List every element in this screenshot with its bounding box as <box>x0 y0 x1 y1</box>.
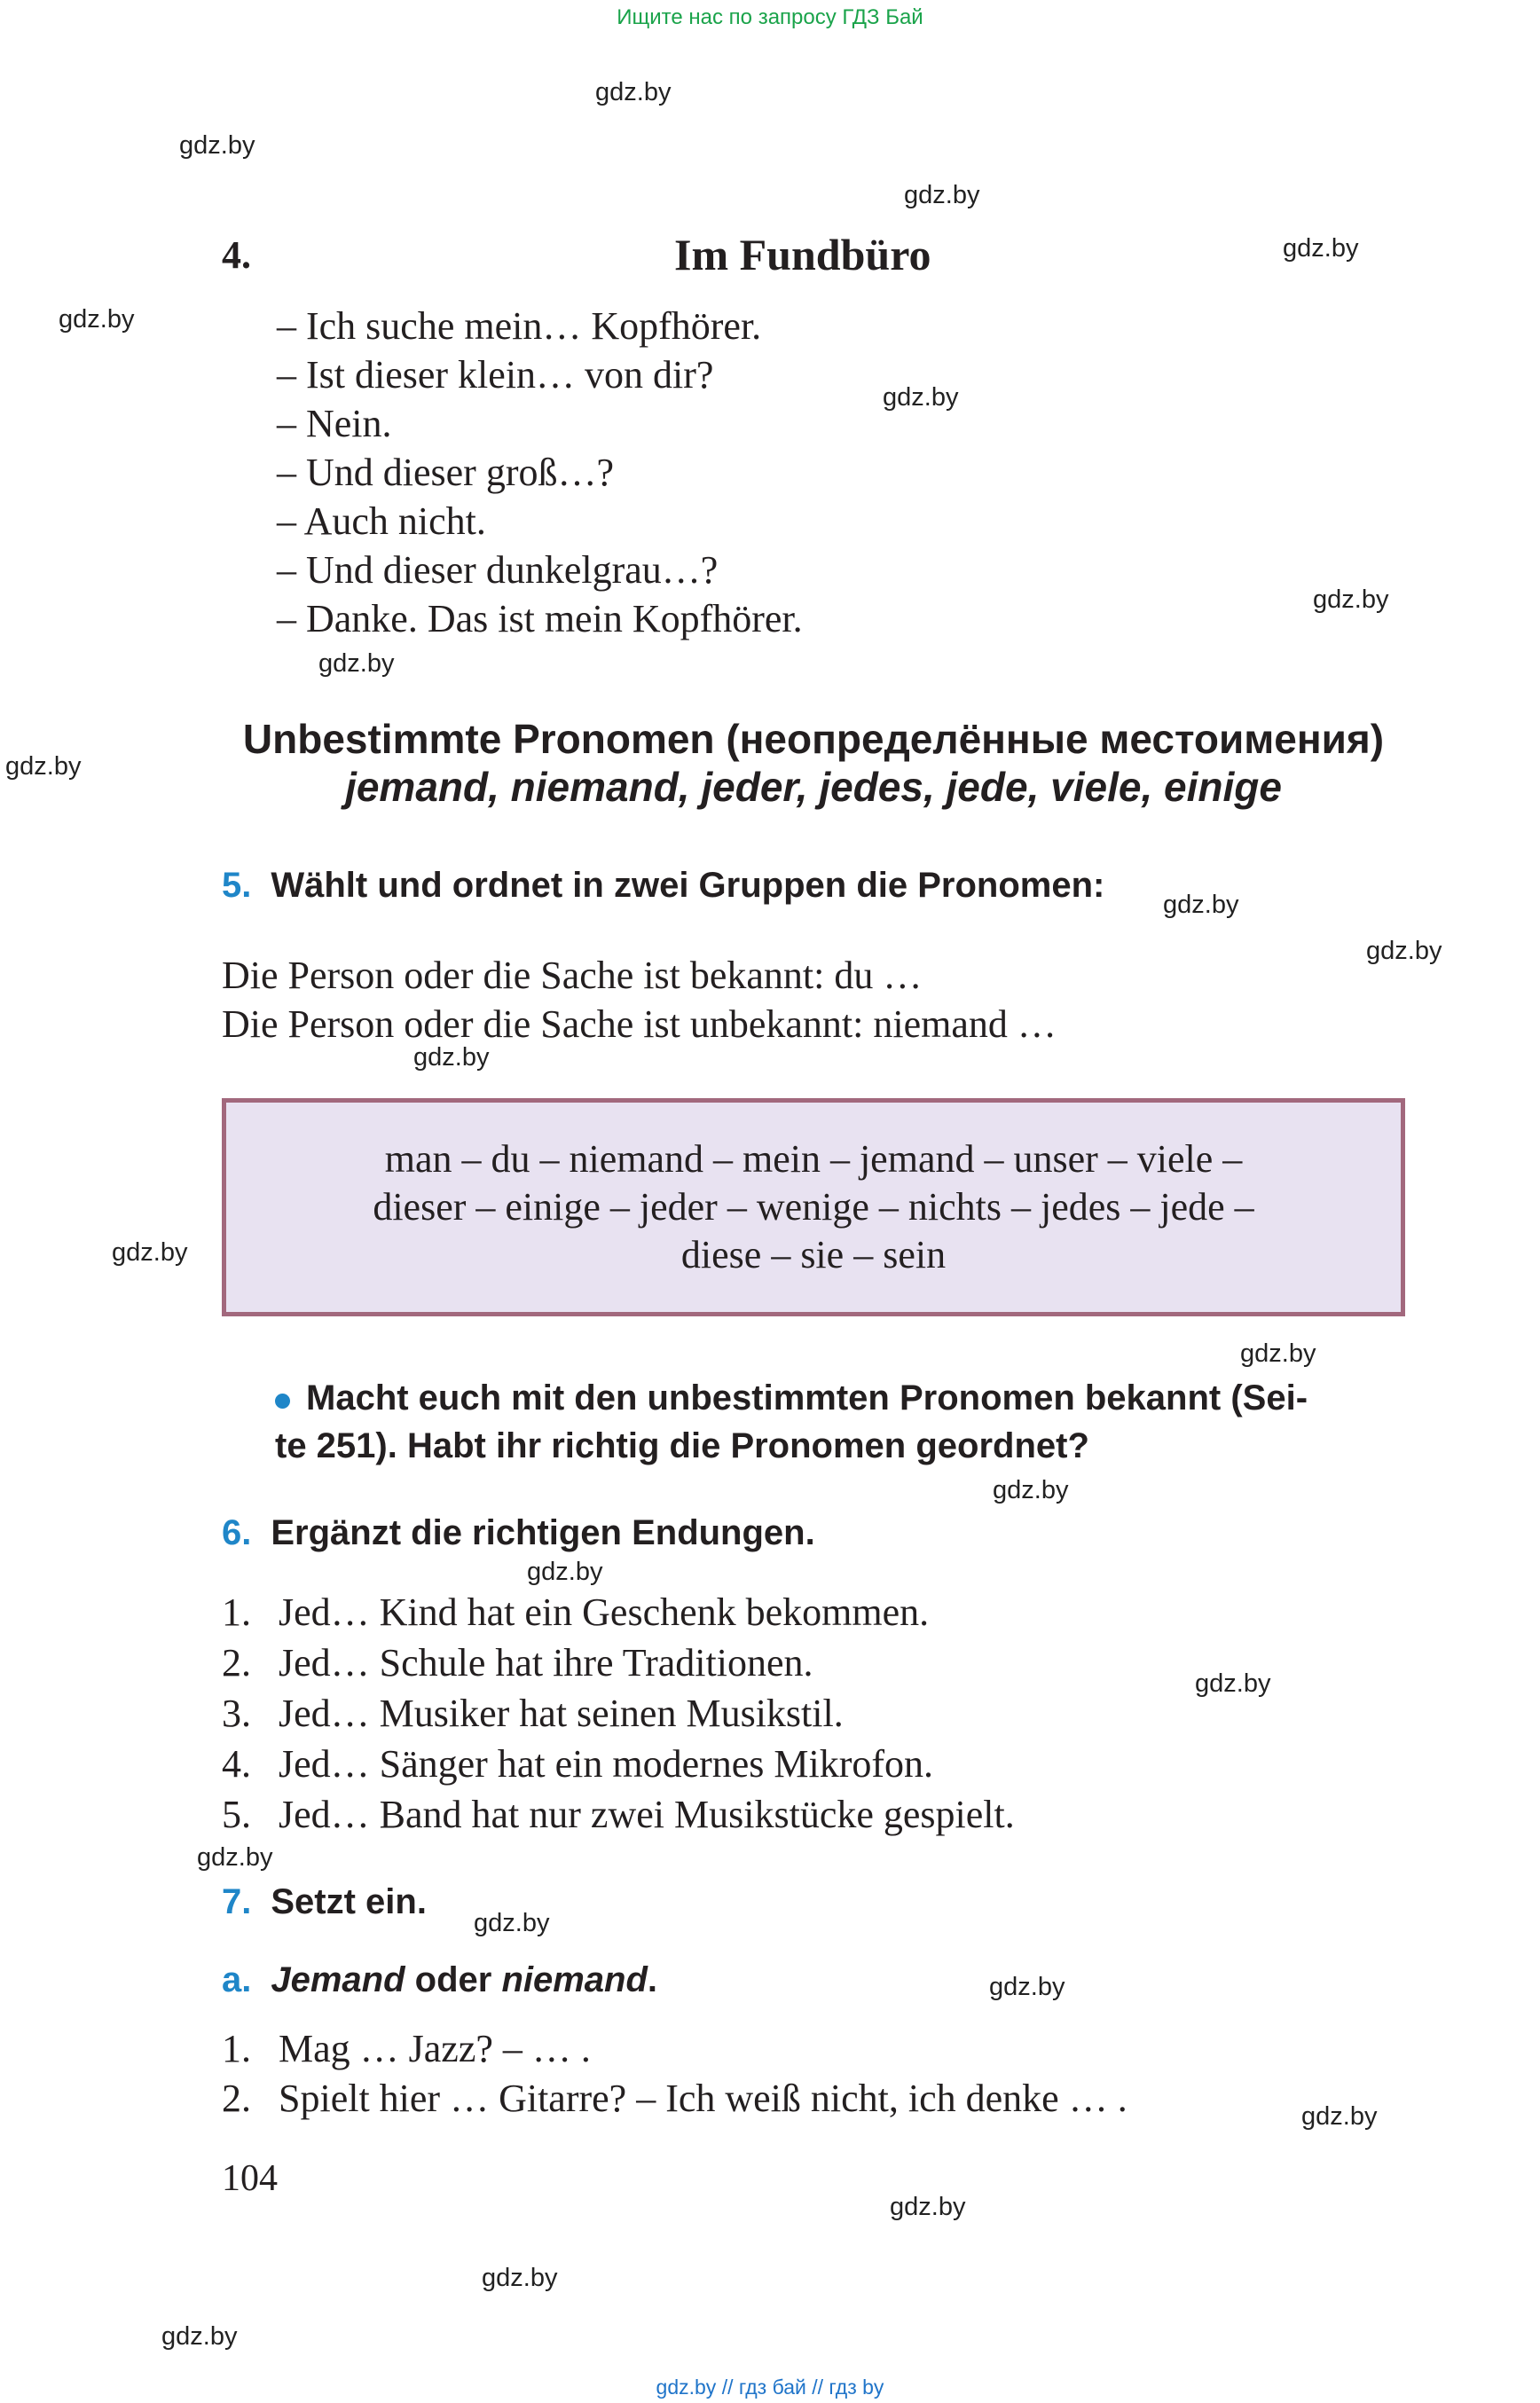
watermark: gdz.by <box>59 305 135 334</box>
watermark: gdz.by <box>1301 2102 1378 2131</box>
watermark: gdz.by <box>5 752 82 781</box>
watermark: gdz.by <box>318 649 395 678</box>
dialog-line: – Und dieser dunkelgrau…? <box>277 548 719 592</box>
watermark: gdz.by <box>1240 1339 1316 1368</box>
bullet-icon <box>275 1394 290 1409</box>
dialog-line: – Nein. <box>277 402 392 445</box>
exercise-6-item: 3. Jed… Musiker hat seinen Musikstil. <box>222 1692 844 1735</box>
page-number: 104 <box>222 2158 278 2199</box>
bullet-task-line: te 251). Habt ihr richtig die Pronomen geordnet? <box>275 1426 1089 1465</box>
watermark: gdz.by <box>179 131 255 160</box>
pronoun-box-line: dieser – einige – jeder – wenige – nichts – jedes – jede – <box>373 1185 1254 1229</box>
watermark: gdz.by <box>161 2322 238 2351</box>
dialog-line: – Ich suche mein… Kopfhörer. <box>277 304 762 348</box>
exercise-4-number: 4. <box>222 233 251 277</box>
exercise-7a-word: Jemand <box>271 1960 405 1999</box>
bottom-banner[interactable]: gdz.by // гдз бай // гдз by <box>656 2376 884 2399</box>
bullet-task-text: Macht euch mit den unbestimmten Pronomen bekannt (Sei- <box>306 1378 1308 1417</box>
exercise-7a-end: . <box>647 1960 658 1999</box>
watermark: gdz.by <box>904 181 980 209</box>
dialog-line: – Auch nicht. <box>277 499 486 543</box>
exercise-7-instruction: Setzt ein. <box>271 1882 427 1921</box>
exercise-5-line: Die Person oder die Sache ist unbekannt: niemand … <box>222 1002 1057 1046</box>
watermark: gdz.by <box>1283 234 1359 263</box>
exercise-7a-connector: oder <box>405 1960 502 1999</box>
exercise-7-number: 7. <box>222 1882 252 1921</box>
exercise-7-item: 1. Mag … Jazz? – … . <box>222 2027 591 2070</box>
section-subtitle: jemand, niemand, jeder, jedes, jede, viele, einige <box>345 764 1282 810</box>
exercise-5-line: Die Person oder die Sache ist bekannt: du … <box>222 954 923 997</box>
watermark: gdz.by <box>1313 585 1389 614</box>
watermark: gdz.by <box>890 2193 966 2221</box>
watermark: gdz.by <box>989 1973 1065 2001</box>
watermark: gdz.by <box>993 1476 1069 1504</box>
pronoun-box <box>222 1098 1405 1316</box>
exercise-6-number: 6. <box>222 1513 252 1552</box>
watermark: gdz.by <box>1163 891 1239 919</box>
exercise-6-heading <box>222 1513 815 1553</box>
pronoun-box-line: diese – sie – sein <box>680 1233 947 1276</box>
watermark: gdz.by <box>112 1238 188 1267</box>
watermark: gdz.by <box>527 1558 603 1586</box>
exercise-6-item: 1. Jed… Kind hat ein Geschenk bekommen. <box>222 1590 930 1634</box>
exercise-6-instruction: Ergänzt die richtigen Endungen. <box>271 1513 815 1552</box>
watermark: gdz.by <box>474 1909 550 1937</box>
section-title: Unbestimmte Pronomen (неопределённые местоимения) <box>242 716 1385 762</box>
watermark: gdz.by <box>595 78 672 106</box>
exercise-7a-word: niemand <box>501 1960 648 1999</box>
exercise-6-item: 2. Jed… Schule hat ihre Traditionen. <box>222 1641 813 1684</box>
exercise-5-heading <box>222 866 1104 906</box>
exercise-7a-heading <box>222 1960 657 2000</box>
exercise-5-number: 5. <box>222 866 252 905</box>
exercise-7a-letter: a. <box>222 1960 252 1999</box>
exercise-6-item: 5. Jed… Band hat nur zwei Musikstücke gespielt. <box>222 1793 1015 1836</box>
watermark: gdz.by <box>883 383 959 412</box>
dialog-line: – Ist dieser klein… von dir? <box>277 353 714 397</box>
watermark: gdz.by <box>1195 1669 1271 1698</box>
dialog-line: – Und dieser groß…? <box>277 451 615 494</box>
dialog-line: – Danke. Das ist mein Kopfhörer. <box>277 597 803 640</box>
exercise-5-instruction: Wählt und ordnet in zwei Gruppen die Pronomen: <box>271 866 1105 905</box>
watermark: gdz.by <box>1366 937 1442 965</box>
pronoun-box-line: man – du – niemand – mein – jemand – unser – viele – <box>384 1137 1243 1181</box>
watermark: gdz.by <box>482 2264 558 2292</box>
exercise-7-item: 2. Spielt hier … Gitarre? – Ich weiß nicht, ich denke … . <box>222 2077 1128 2120</box>
top-banner[interactable]: Ищите нас по запросу ГДЗ Бай <box>617 5 923 29</box>
exercise-7-heading <box>222 1882 427 1922</box>
bullet-task-line <box>275 1378 1308 1418</box>
exercise-4-title: Im Fundbüro <box>674 230 931 279</box>
watermark: gdz.by <box>197 1843 273 1872</box>
watermark: gdz.by <box>413 1043 490 1072</box>
exercise-6-item: 4. Jed… Sänger hat ein modernes Mikrofon. <box>222 1742 934 1786</box>
